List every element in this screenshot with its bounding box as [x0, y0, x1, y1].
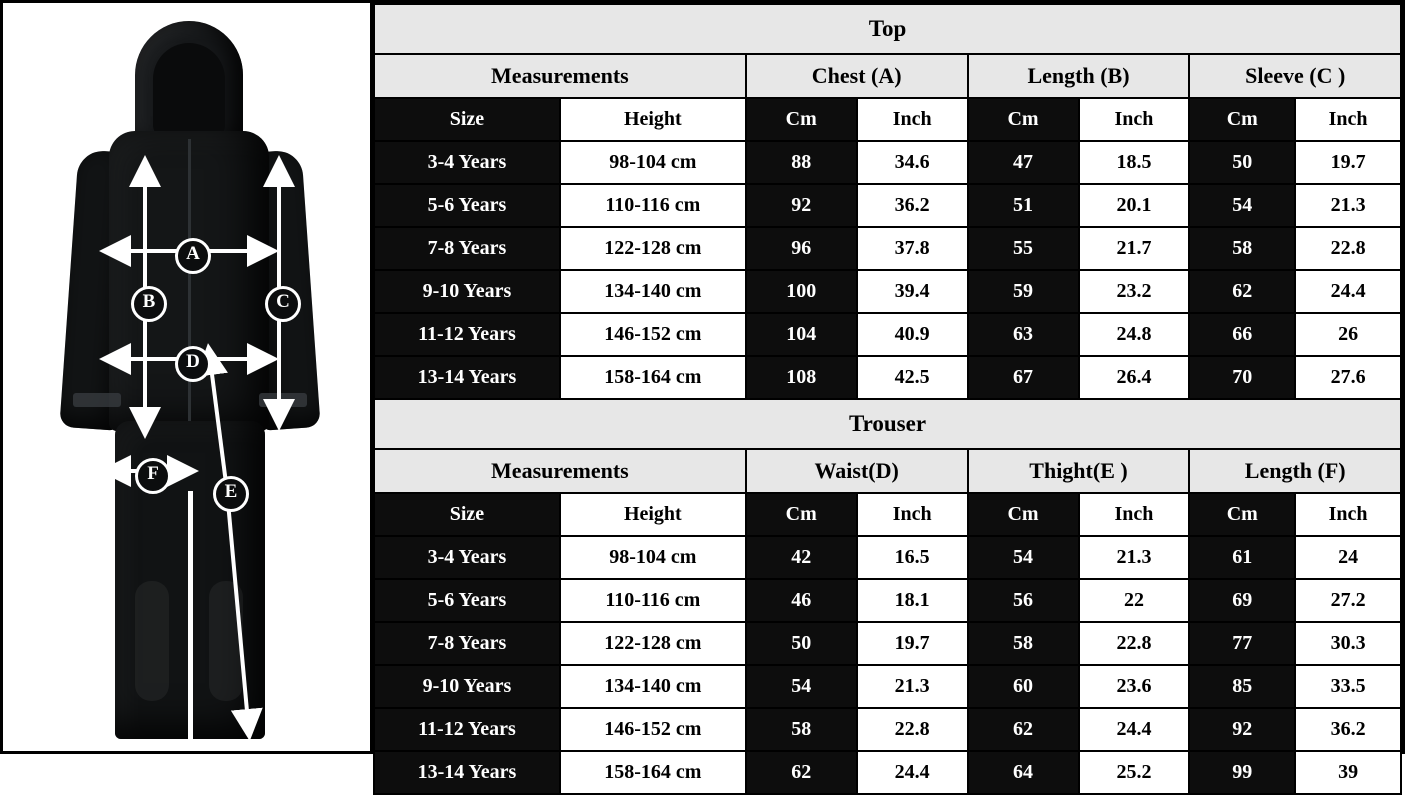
rain-suit-illustration: [49, 21, 331, 739]
cell-thigh-cm: 54: [968, 536, 1079, 579]
cell-height: 98-104 cm: [560, 141, 746, 184]
cell-length-cm: 59: [968, 270, 1079, 313]
cell-height: 158-164 cm: [560, 751, 746, 794]
cell-waist-inch: 18.1: [857, 579, 968, 622]
cell-length-inch: 26.4: [1079, 356, 1190, 399]
cell-length-inch: 23.2: [1079, 270, 1190, 313]
cell-thigh-inch: 23.6: [1079, 665, 1190, 708]
table-row: [374, 356, 1401, 399]
trouser-section-title: Trouser: [374, 399, 1401, 449]
cell-length-cm: 69: [1189, 579, 1295, 622]
cell-height: 122-128 cm: [560, 622, 746, 665]
top-group-sleeve: Sleeve (C ): [1189, 54, 1401, 98]
cell-length-cm: 99: [1189, 751, 1295, 794]
top-group-header-row: [374, 54, 1401, 98]
cell-length-cm: 67: [968, 356, 1079, 399]
cell-sleeve-inch: 22.8: [1295, 227, 1401, 270]
cell-waist-inch: 16.5: [857, 536, 968, 579]
top-col-sleeve-cm: Cm: [1189, 98, 1295, 141]
cell-height: 134-140 cm: [560, 665, 746, 708]
cell-length-cm: 61: [1189, 536, 1295, 579]
table-row: [374, 751, 1401, 794]
cell-height: 134-140 cm: [560, 270, 746, 313]
marker-d: D: [175, 346, 211, 382]
cell-height: 110-116 cm: [560, 184, 746, 227]
cell-height: 110-116 cm: [560, 579, 746, 622]
cell-waist-cm: 50: [746, 622, 857, 665]
cell-chest-inch: 37.8: [857, 227, 968, 270]
table-row: [374, 665, 1401, 708]
cell-size: 3-4 Years: [374, 536, 560, 579]
top-col-height: Height: [560, 98, 746, 141]
top-group-measurements: Measurements: [374, 54, 746, 98]
trouser-leg-gap: [188, 491, 193, 739]
cell-sleeve-inch: 26: [1295, 313, 1401, 356]
trouser-group-length: Length (F): [1189, 449, 1401, 493]
table-row: [374, 184, 1401, 227]
cell-sleeve-inch: 21.3: [1295, 184, 1401, 227]
trouser-col-waist-inch: Inch: [857, 493, 968, 536]
table-row: [374, 622, 1401, 665]
cell-chest-cm: 92: [746, 184, 857, 227]
cell-chest-inch: 34.6: [857, 141, 968, 184]
cell-sleeve-inch: 19.7: [1295, 141, 1401, 184]
cell-sleeve-inch: 27.6: [1295, 356, 1401, 399]
size-chart-table: [373, 3, 1402, 795]
table-row: [374, 270, 1401, 313]
cell-chest-inch: 40.9: [857, 313, 968, 356]
cell-thigh-inch: 22: [1079, 579, 1190, 622]
cell-length-inch: 39: [1295, 751, 1401, 794]
cell-chest-cm: 108: [746, 356, 857, 399]
table-row: [374, 708, 1401, 751]
table-row: [374, 141, 1401, 184]
jacket-right-cuff-reflector: [259, 393, 307, 407]
table-row: [374, 536, 1401, 579]
trouser-col-length-cm: Cm: [1189, 493, 1295, 536]
cell-size: 13-14 Years: [374, 751, 560, 794]
cell-waist-inch: 24.4: [857, 751, 968, 794]
cell-size: 9-10 Years: [374, 665, 560, 708]
cell-length-cm: 92: [1189, 708, 1295, 751]
top-col-chest-inch: Inch: [857, 98, 968, 141]
cell-thigh-cm: 56: [968, 579, 1079, 622]
top-col-chest-cm: Cm: [746, 98, 857, 141]
cell-thigh-cm: 62: [968, 708, 1079, 751]
cell-height: 98-104 cm: [560, 536, 746, 579]
cell-waist-inch: 22.8: [857, 708, 968, 751]
trouser-col-size: Size: [374, 493, 560, 536]
cell-sleeve-cm: 54: [1189, 184, 1295, 227]
cell-chest-inch: 36.2: [857, 184, 968, 227]
jacket-hood-opening: [153, 43, 225, 139]
cell-length-inch: 21.7: [1079, 227, 1190, 270]
cell-thigh-inch: 22.8: [1079, 622, 1190, 665]
trouser-col-thigh-cm: Cm: [968, 493, 1079, 536]
cell-height: 146-152 cm: [560, 708, 746, 751]
cell-sleeve-cm: 66: [1189, 313, 1295, 356]
cell-length-cm: 63: [968, 313, 1079, 356]
cell-length-inch: 24.8: [1079, 313, 1190, 356]
cell-length-inch: 24: [1295, 536, 1401, 579]
cell-height: 146-152 cm: [560, 313, 746, 356]
cell-chest-cm: 104: [746, 313, 857, 356]
cell-thigh-inch: 21.3: [1079, 536, 1190, 579]
trouser-col-height: Height: [560, 493, 746, 536]
cell-chest-cm: 100: [746, 270, 857, 313]
cell-length-inch: 36.2: [1295, 708, 1401, 751]
cell-thigh-cm: 60: [968, 665, 1079, 708]
trouser-group-waist: Waist(D): [746, 449, 968, 493]
cell-length-cm: 77: [1189, 622, 1295, 665]
marker-b: B: [131, 286, 167, 322]
cell-thigh-cm: 64: [968, 751, 1079, 794]
cell-size: 11-12 Years: [374, 708, 560, 751]
cell-length-inch: 20.1: [1079, 184, 1190, 227]
cell-chest-inch: 42.5: [857, 356, 968, 399]
cell-thigh-inch: 24.4: [1079, 708, 1190, 751]
trouser-group-thigh: Thight(E ): [968, 449, 1190, 493]
trouser-column-header-row: [374, 493, 1401, 536]
top-col-length-inch: Inch: [1079, 98, 1190, 141]
cell-length-cm: 85: [1189, 665, 1295, 708]
table-row: [374, 313, 1401, 356]
top-col-size: Size: [374, 98, 560, 141]
trouser-col-thigh-inch: Inch: [1079, 493, 1190, 536]
trouser-right-highlight: [209, 581, 243, 701]
cell-size: 11-12 Years: [374, 313, 560, 356]
cell-size: 9-10 Years: [374, 270, 560, 313]
cell-sleeve-cm: 50: [1189, 141, 1295, 184]
cell-length-cm: 51: [968, 184, 1079, 227]
cell-sleeve-inch: 24.4: [1295, 270, 1401, 313]
cell-sleeve-cm: 62: [1189, 270, 1295, 313]
size-table-panel: [373, 0, 1405, 783]
cell-length-inch: 18.5: [1079, 141, 1190, 184]
cell-chest-cm: 96: [746, 227, 857, 270]
top-group-chest: Chest (A): [746, 54, 968, 98]
top-column-header-row: [374, 98, 1401, 141]
cell-length-inch: 30.3: [1295, 622, 1401, 665]
cell-size: 5-6 Years: [374, 579, 560, 622]
cell-waist-cm: 54: [746, 665, 857, 708]
cell-length-inch: 33.5: [1295, 665, 1401, 708]
product-image-panel: [0, 0, 373, 754]
jacket-left-cuff-reflector: [73, 393, 121, 407]
cell-waist-cm: 46: [746, 579, 857, 622]
cell-waist-inch: 21.3: [857, 665, 968, 708]
marker-c: C: [265, 286, 301, 322]
cell-length-cm: 47: [968, 141, 1079, 184]
cell-size: 7-8 Years: [374, 622, 560, 665]
trouser-left-highlight: [135, 581, 169, 701]
cell-height: 158-164 cm: [560, 356, 746, 399]
trouser-group-measurements: Measurements: [374, 449, 746, 493]
trouser-section-title-row: [374, 399, 1401, 449]
table-row: [374, 579, 1401, 622]
cell-size: 13-14 Years: [374, 356, 560, 399]
trouser-col-waist-cm: Cm: [746, 493, 857, 536]
top-col-sleeve-inch: Inch: [1295, 98, 1401, 141]
cell-waist-cm: 58: [746, 708, 857, 751]
cell-sleeve-cm: 58: [1189, 227, 1295, 270]
top-group-length: Length (B): [968, 54, 1190, 98]
top-section-title: Top: [374, 4, 1401, 54]
cell-waist-cm: 62: [746, 751, 857, 794]
cell-waist-inch: 19.7: [857, 622, 968, 665]
cell-height: 122-128 cm: [560, 227, 746, 270]
cell-sleeve-cm: 70: [1189, 356, 1295, 399]
cell-size: 7-8 Years: [374, 227, 560, 270]
cell-chest-cm: 88: [746, 141, 857, 184]
cell-length-inch: 27.2: [1295, 579, 1401, 622]
marker-a: A: [175, 238, 211, 274]
marker-e: E: [213, 476, 249, 512]
table-row: [374, 227, 1401, 270]
trouser-group-header-row: [374, 449, 1401, 493]
cell-waist-cm: 42: [746, 536, 857, 579]
cell-thigh-inch: 25.2: [1079, 751, 1190, 794]
marker-f: F: [135, 458, 171, 494]
cell-size: 3-4 Years: [374, 141, 560, 184]
top-section-title-row: [374, 4, 1401, 54]
cell-length-cm: 55: [968, 227, 1079, 270]
trouser-col-length-inch: Inch: [1295, 493, 1401, 536]
cell-chest-inch: 39.4: [857, 270, 968, 313]
cell-size: 5-6 Years: [374, 184, 560, 227]
cell-thigh-cm: 58: [968, 622, 1079, 665]
top-col-length-cm: Cm: [968, 98, 1079, 141]
jacket-zipper: [188, 139, 191, 427]
